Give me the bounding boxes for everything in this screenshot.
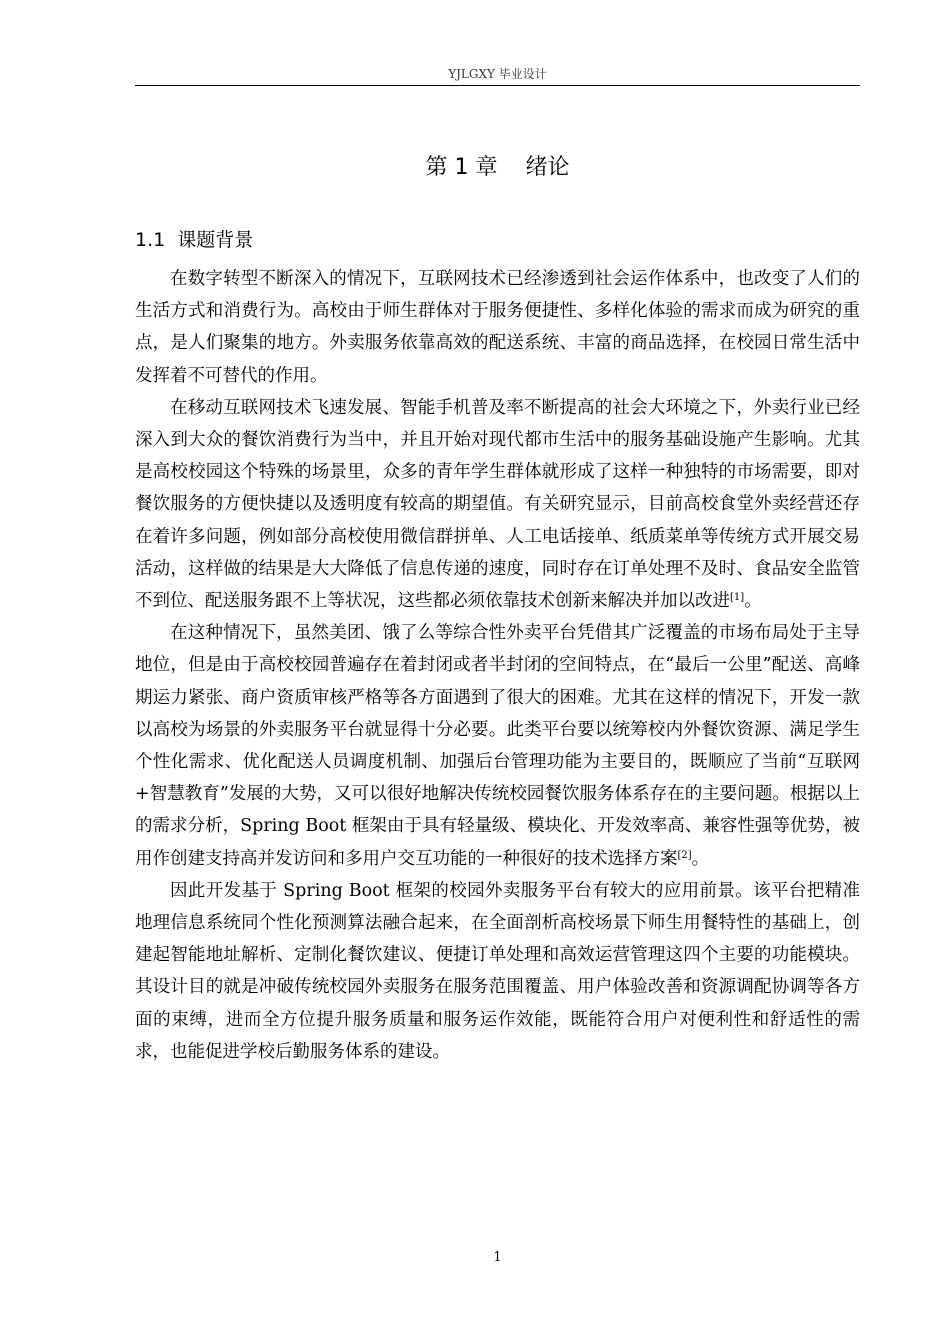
citation-ref: [1] [730, 592, 745, 604]
paragraph-text: 在移动互联网技术飞速发展、智能手机普及率不断提高的社会大环境之下，外卖行业已经深入到大众的餐饮消费行为当中，并且开始对现代都市生活中的服务基础设施产生影响。尤其是高校校园这个特殊的场景里，众多的青年学生群体就形成了这样一种独特的市场需要，即对餐饮服务的方便快捷以及透明度有较高的期望值。有关研究显示，目前高校食堂外卖经营还存在着许多问题，例如部分高校使用微信群拼单、人工电话接单、纸质菜单等传统方式开展交易活动，这样做的结果是大大降低了信息传递的速度，同时存在订单处理不及时、食品安全监管不到位、配送服务跟不上等状况，这些都必须依靠技术创新来解决并加以改进 [135, 397, 860, 612]
citation-ref: [2] [677, 849, 692, 861]
header-rule [135, 85, 860, 86]
section-title: 1.1 课题背景 [135, 229, 254, 251]
paragraph-2 [135, 392, 860, 617]
paragraph-tail: 。 [744, 591, 762, 612]
page-number: 1 [493, 1250, 502, 1265]
paragraph-3 [135, 617, 860, 875]
paragraph-4 [135, 875, 860, 1068]
paragraph-tail: 。 [691, 848, 710, 869]
paragraph-text: 在这种情况下，虽然美团、饿了么等综合性外卖平台凭借其广泛覆盖的市场布局处于主导地位，但是由于高校校园普遍存在着封闭或者半封闭的空间特点，在“最后一公里”配送、高峰期运力紧张、商户资质审核严格等各方面遇到了很大的困难。尤其在这样的情况下，开发一款以高校为场景的外卖服务平台就显得十分必要。此类平台要以统筹校内外餐饮资源、满足学生个性化需求、优化配送人员调度机制、加强后台管理功能为主要目的，既顺应了当前“互联网+智慧教育”发展的大势，又可以很好地解决传统校园餐饮服务体系存在的主要问题。根据以上的需求分析，Spring Boot 框架由于具有轻量级、模块化、开发效率高、兼容性强等优势，被用作创建支持高并发访问和多用户交互功能的一种很好的技术选择方案 [135, 623, 860, 869]
page-header: YJLGXY 毕业设计 [448, 67, 547, 81]
paragraph-text: 在数字转型不断深入的情况下，互联网技术已经渗透到社会运作体系中，也改变了人们的生活方式和消费行为。高校由于师生群体对于服务便捷性、多样化体验的需求而成为研究的重点，是人们聚集的地方。外卖服务依靠高效的配送系统、丰富的商品选择，在校园日常生活中发挥着不可替代的作用。 [135, 269, 860, 386]
chapter-title: 第 1 章 绪论 [425, 155, 570, 180]
paragraph-1 [135, 263, 860, 392]
body-text [135, 263, 860, 1068]
paragraph-text: 因此开发基于 Spring Boot 框架的校园外卖服务平台有较大的应用前景。该平台把精准地理信息系统同个性化预测算法融合起来，在全面剖析高校场景下师生用餐特性的基础上，创建起智能地址解析、定制化餐饮建议、便捷订单处理和高效运营管理这四个主要的功能模块。其设计目的就是冲破传统校园外卖服务在服务范围覆盖、用户体验改善和资源调配协调等各方面的束缚，进而全方位提升服务质量和服务运作效能，既能符合用户对便利性和舒适性的需求，也能促进学校后勤服务体系的建设。 [135, 880, 860, 1062]
